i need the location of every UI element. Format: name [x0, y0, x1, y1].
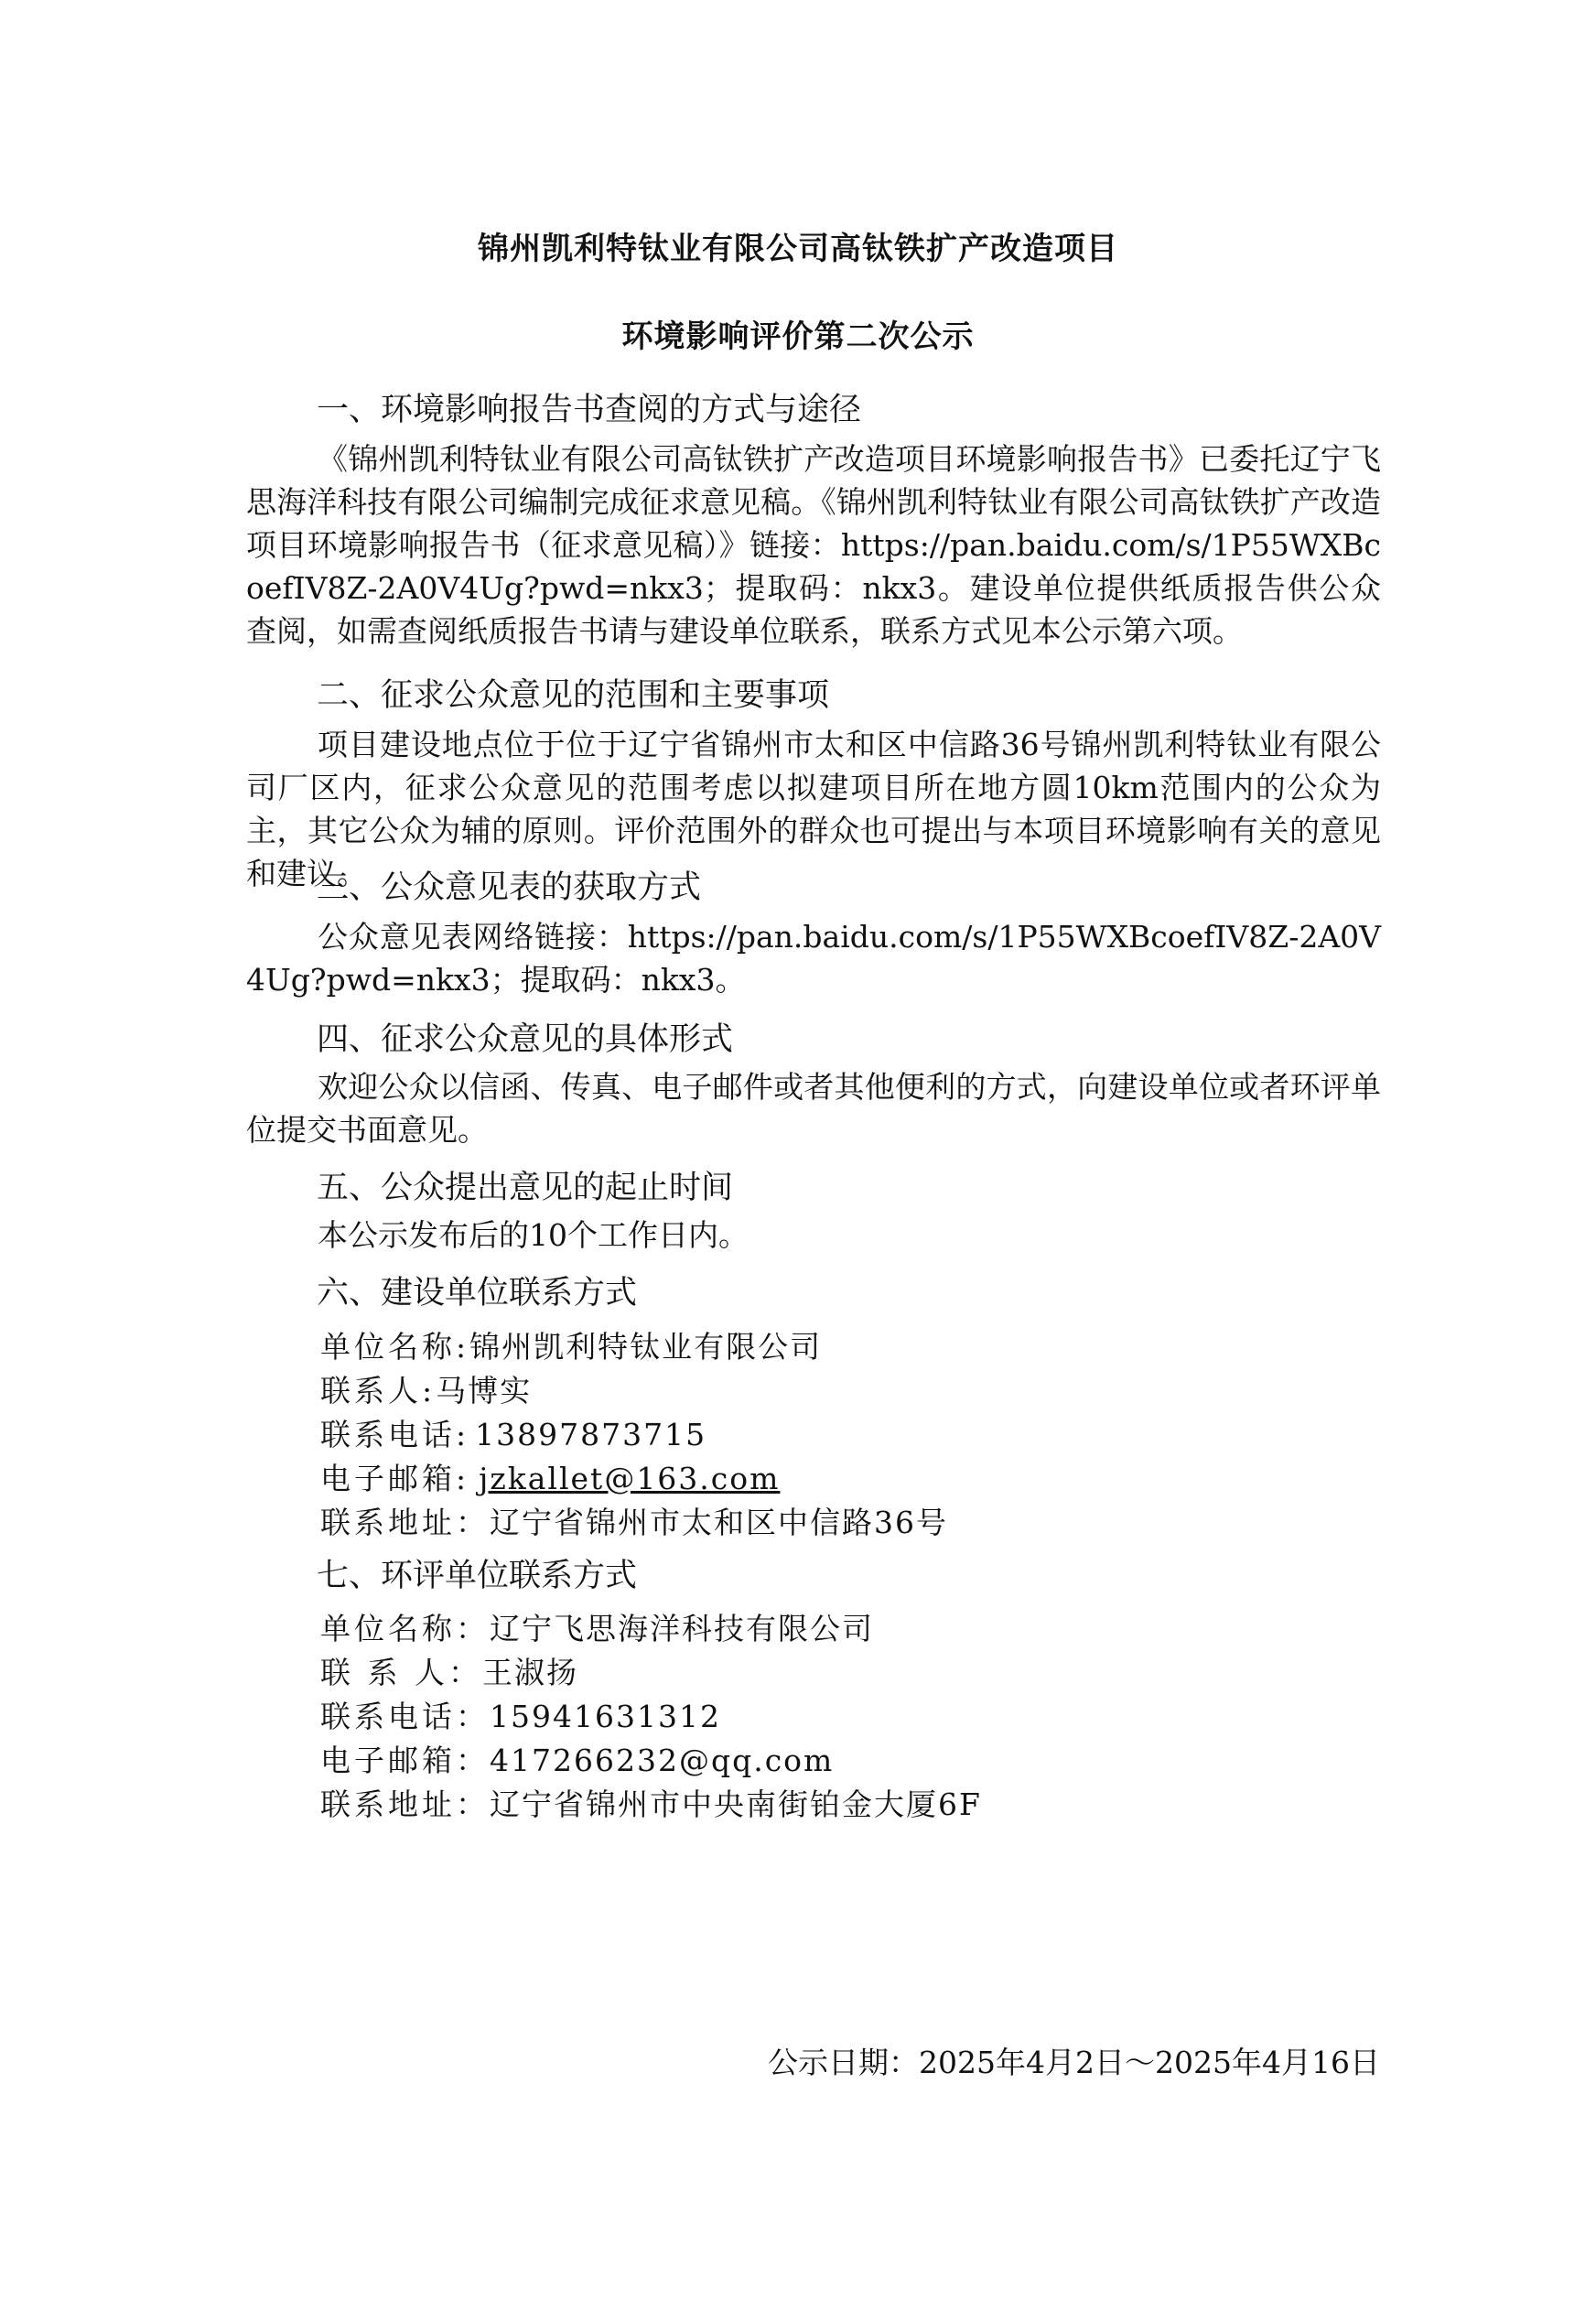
field-label: 电子邮箱：: [320, 1743, 490, 1778]
field-label: 电子邮箱:: [320, 1461, 470, 1496]
field-value: 辽宁飞思海洋科技有限公司: [490, 1611, 874, 1646]
document-title: 锦州凯利特钛业有限公司高钛铁扩产改造项目: [478, 231, 1118, 267]
section-5-body: 本公示发布后的10个工作日内。: [318, 1217, 749, 1253]
field-value: 辽宁省锦州市中央南街铂金大厦6F: [490, 1786, 982, 1822]
eia-email-value: 417266232@qq.com: [490, 1743, 835, 1778]
section-2-body: 项目建设地点位于位于辽宁省锦州市太和区中信路36号锦州凯利特钛业有限公司厂区内，征求公众意见的范围考虑以拟建项目所在地方圆10km范围内的公众为主，其它公众为辅的原则。评价范围外的群众也可提出与本项目环境影响有关的意见和建议。: [246, 727, 1381, 891]
section-6-heading: 六、建设单位联系方式: [317, 1275, 638, 1311]
builder-email-field: [320, 1455, 780, 1498]
field-value: 锦州凯利特钛业有限公司: [469, 1329, 823, 1365]
builder-address-field: [320, 1499, 948, 1542]
field-label: 联系电话：: [320, 1699, 490, 1734]
field-value: 13897873715: [475, 1417, 707, 1452]
field-value: 王淑扬: [481, 1655, 578, 1690]
eia-address-field: [320, 1781, 982, 1824]
section-2-heading: 二、征求公众意见的范围和主要事项: [317, 677, 830, 714]
builder-company-field: [320, 1323, 822, 1366]
eia-company-field: [320, 1605, 874, 1648]
field-label: 联 系 人：: [320, 1655, 482, 1690]
field-label: 联系人:: [320, 1373, 437, 1409]
section-3-body: 公众意见表网络链接：https://pan.baidu.com/s/1P55WXBcoefIV8Z-2A0V4Ug?pwd=nkx3；提取码：nkx3。: [246, 919, 1381, 998]
section-1-heading: 一、环境影响报告书查阅的方式与途径: [317, 392, 862, 428]
section-4-heading: 四、征求公众意见的具体形式: [317, 1021, 734, 1058]
document-subtitle: 环境影响评价第二次公示: [621, 318, 975, 355]
field-label: 联系电话:: [320, 1417, 470, 1452]
eia-phone-field: [320, 1693, 721, 1736]
field-label: 联系地址：: [320, 1786, 490, 1822]
eia-email-field: [320, 1737, 834, 1780]
section-7-heading: 七、环评单位联系方式: [317, 1558, 638, 1594]
publication-date: 公示日期：2025年4月2日～2025年4月16日: [768, 2045, 1380, 2080]
eia-contact-field: [320, 1649, 578, 1692]
field-label: 联系地址：: [320, 1505, 490, 1540]
builder-email-link[interactable]: jzkallet@163.com: [479, 1461, 781, 1496]
section-5-heading: 五、公众提出意见的起止时间: [317, 1170, 734, 1206]
builder-contact-field: [320, 1367, 532, 1410]
field-label: 单位名称：: [320, 1611, 490, 1646]
field-value: 15941631312: [490, 1699, 721, 1734]
section-1-body: 《锦州凯利特钛业有限公司高钛铁扩产改造项目环境影响报告书》已委托辽宁飞思海洋科技有限公司编制完成征求意见稿。《锦州凯利特钛业有限公司高钛铁扩产改造项目环境影响报告书（征求意见稿）》链接：https://pan.baidu.com/s/1P55WXBcoefIV8Z-2A0V4Ug?pwd=nkx3；提取码：nkx3。建设单位提供纸质报告供公众查阅，如需查阅纸质报告书请与建设单位联系，联系方式见本公示第六项。: [246, 441, 1381, 649]
builder-phone-field: [320, 1411, 706, 1454]
section-4-body: 欢迎公众以信函、传真、电子邮件或者其他便利的方式，向建设单位或者环评单位提交书面意见。: [246, 1069, 1381, 1148]
field-label: 单位名称:: [320, 1329, 470, 1365]
section-3-heading: 三、公众意见表的获取方式: [317, 869, 702, 906]
field-value: 辽宁省锦州市太和区中信路36号: [490, 1505, 948, 1540]
field-value: 马博实: [436, 1373, 533, 1409]
